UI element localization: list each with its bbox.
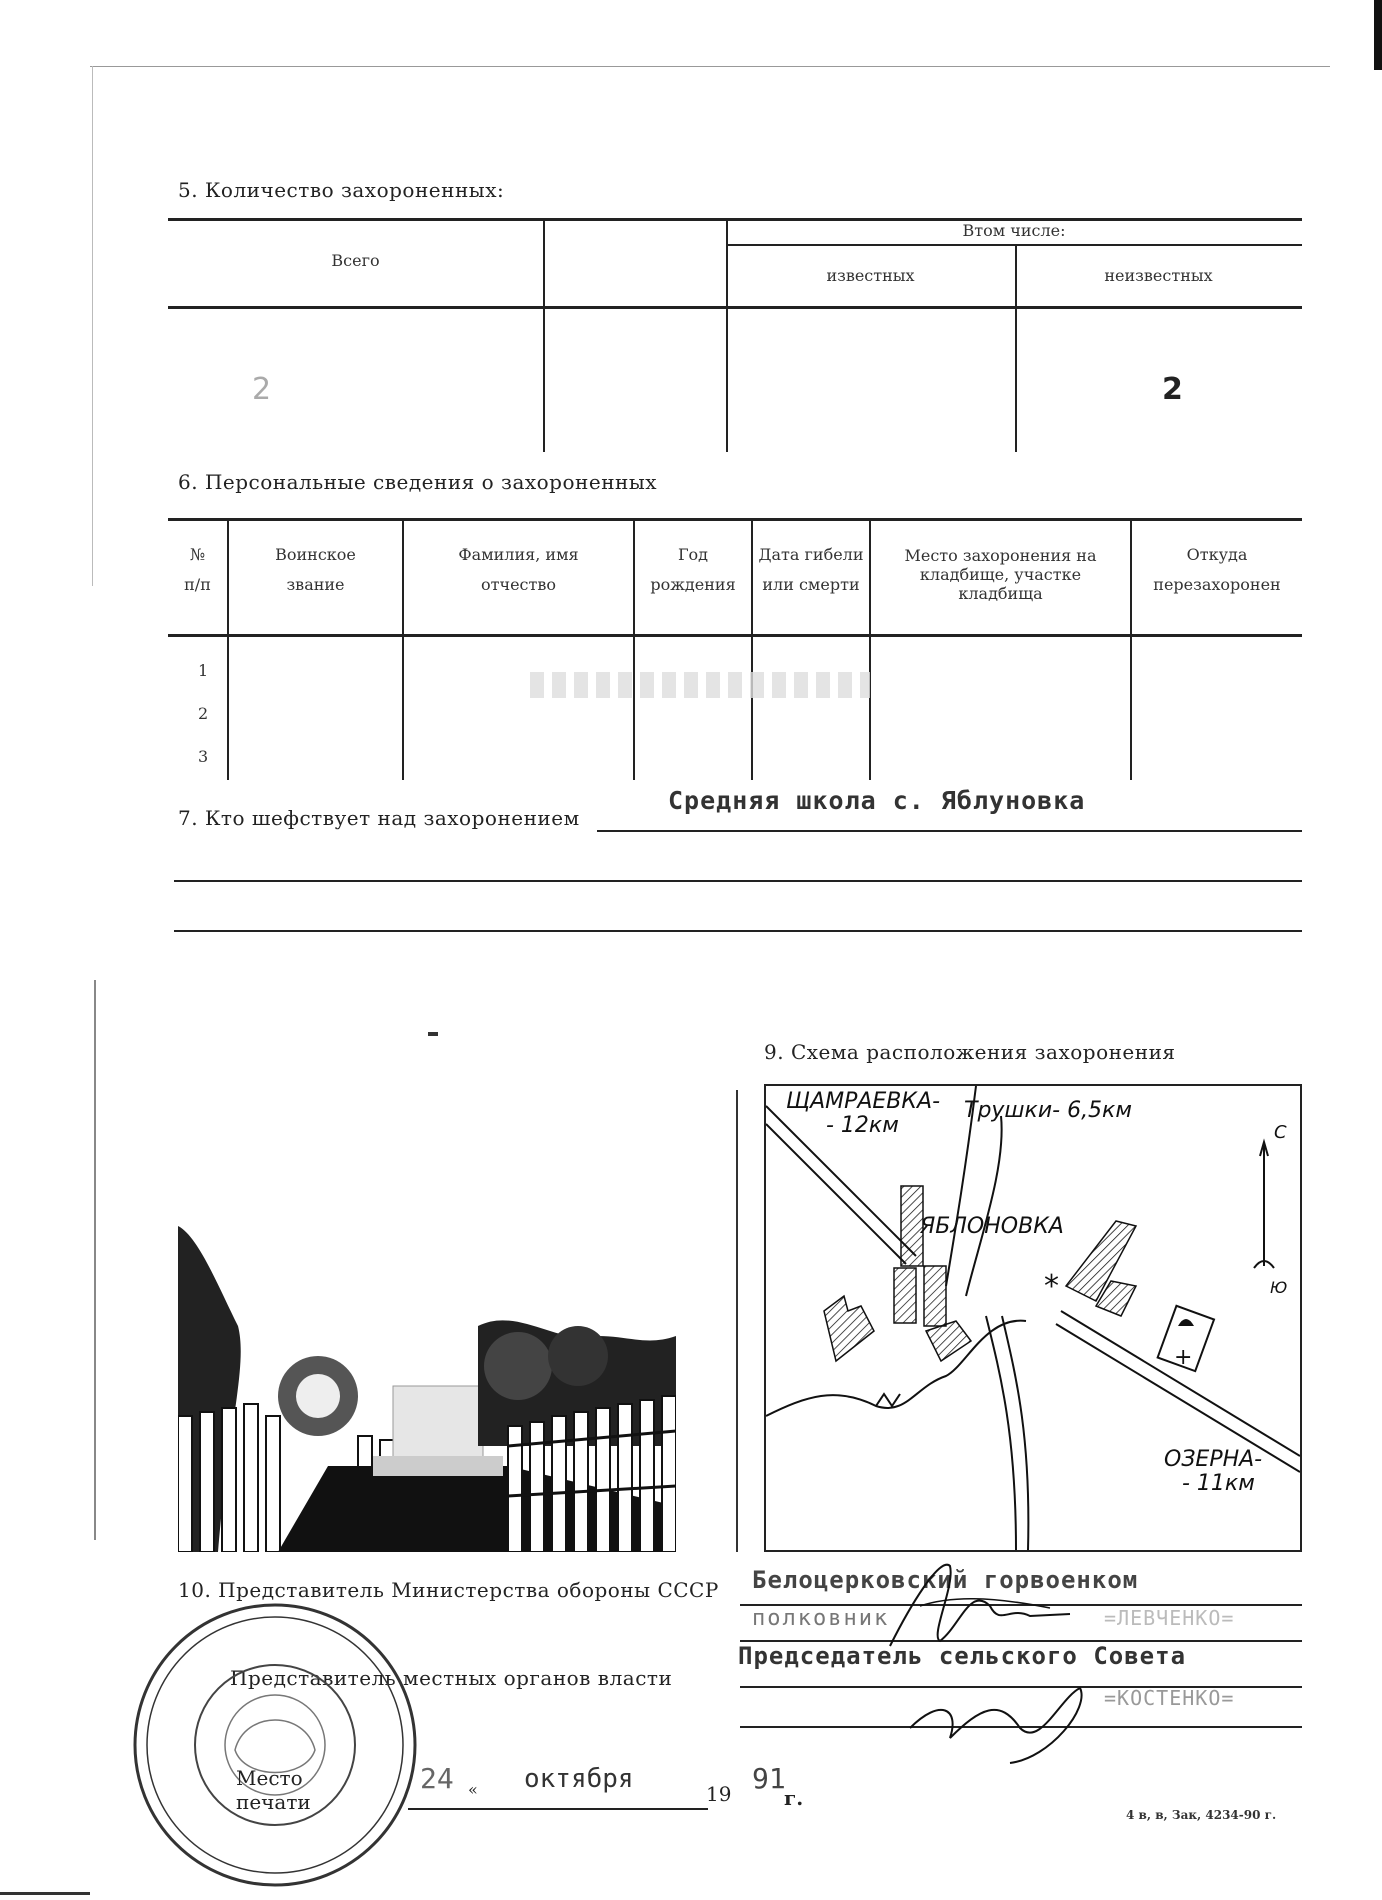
s6-col-birth: Год рождения [650,545,736,595]
s6-row-3: 3 [198,747,209,766]
svg-text:*: * [1044,1269,1059,1304]
svg-text:+: + [1174,1345,1193,1370]
s6-faded-ink [530,672,870,698]
compass-south: Ю [1270,1278,1288,1297]
s5-value-unknown: 2 [1162,372,1183,407]
s6-row-1: 1 [198,661,209,680]
local-label: Представитель местных органов власти [230,1666,673,1690]
s6-col-from: Откуда перезахоронен [1153,545,1281,595]
date-century: 19 [706,1782,732,1806]
s5-value-total: 2 [252,372,272,407]
right-edge [1374,0,1382,70]
s6-col-name: Фамилия, имя отчество [458,545,579,595]
date-year: 91 [752,1762,786,1795]
bottom-left-edge [0,1892,90,1895]
mod-org: Белоцерковский горвоенком [752,1566,1139,1594]
s6-col-num: № п/п [184,545,211,595]
map-label-trushki: Трушки- 6,5км [964,1098,1132,1123]
seal-place-label: Место печати [236,1766,311,1814]
location-map [764,1084,1302,1552]
s5-col-unknown: неизвестных [1104,266,1213,285]
section6-title: 6. Персональные сведения о захороненных [178,470,658,494]
mod-surname: =ЛЕВЧЕНКО= [1104,1606,1235,1630]
date-suffix: г. [784,1786,804,1810]
print-footer: 4 в, в, Зак, 4234-90 г. [1126,1808,1277,1822]
signature-local [900,1668,1100,1768]
map-label-yablonovka: ЯБЛОНОВКА [920,1214,1064,1239]
left-border-upper [92,66,93,586]
s6-col-death: Дата гибели или смерти [758,545,864,595]
section10-title: 10. Представитель Министерства обороны СССР [178,1578,719,1602]
s6-col-place: Место захоронения на кладбище, участке кладбища [904,546,1097,604]
official-seal [130,1600,420,1890]
memorial-photo [178,1086,676,1552]
local-surname: =КОСТЕНКО= [1104,1686,1235,1710]
s7-value: Средняя школа с. Яблуновка [668,786,1086,815]
section7-title: 7. Кто шефствует над захоронением [178,806,580,830]
map-label-ozerna: ОЗЕРНА- - 11км [1164,1447,1263,1497]
date-quote: « [468,1780,478,1799]
top-border [90,66,1330,67]
compass-north: С [1274,1122,1287,1143]
mod-rank: полковник [752,1606,890,1631]
signature-mod [850,1546,1080,1656]
s6-col-rank: Воинское звание [275,545,356,595]
photo-speck [428,1032,438,1036]
s6-row-2: 2 [198,704,209,723]
s5-col-known: известных [826,266,915,285]
date-month: октября [524,1764,634,1794]
section5-title: 5. Количество захороненных: [178,178,505,202]
date-day: 24 [420,1762,454,1795]
map-label-shamraevka: ЩАМРАЕВКА- - 12км [786,1089,941,1139]
section9-title: 9. Схема расположения захоронения [764,1040,1176,1064]
local-role: Председатель сельского Совета [738,1642,1187,1670]
s5-col-total: Всего [331,251,380,270]
s5-header-bottom [168,306,1302,309]
left-border-lower [94,980,96,1540]
s5-col-including: Втом числе: [962,221,1066,240]
